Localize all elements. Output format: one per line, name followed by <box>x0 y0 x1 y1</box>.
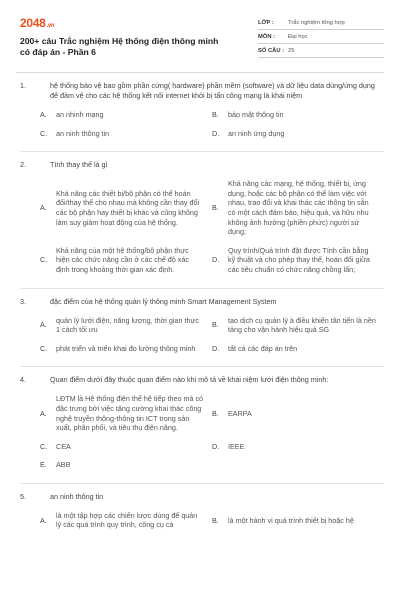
question-divider <box>20 366 384 367</box>
meta-row <box>258 16 384 30</box>
option-letter: D. <box>212 255 220 265</box>
option-text: CEA <box>56 441 71 451</box>
question-item <box>20 297 384 368</box>
option-text: Quy trình/Quá trình đặt được Tính cần bằng kỹ thuật và cho phép thay thế, hoán đổi giữa các tiêu chuẩn có chức năng chồng lấn; <box>228 245 370 274</box>
question-list <box>0 73 400 539</box>
option-letter: C. <box>40 343 48 353</box>
question-divider <box>20 151 384 152</box>
document-title: 200+ câu Trắc nghiệm Hệ thống điện thông minh có đáp án - Phần 6 <box>20 36 219 57</box>
question-item <box>20 375 384 484</box>
option-letter: A. <box>40 203 47 213</box>
meta-value: 25 <box>288 47 295 54</box>
question-head <box>20 81 384 101</box>
answer-option[interactable] <box>212 179 384 237</box>
meta-row <box>258 44 384 58</box>
answer-option[interactable] <box>40 110 212 120</box>
option-text: tất cả các đáp án trên <box>228 343 298 353</box>
question-number: 5. <box>20 491 26 501</box>
option-text: EARPA <box>228 408 252 418</box>
answer-option[interactable] <box>40 394 212 432</box>
question-number: 4. <box>20 375 26 385</box>
question-text: Tính thay thế là gì <box>50 160 108 170</box>
option-letter: B. <box>212 203 219 213</box>
question-head <box>20 297 384 307</box>
option-text: Khả năng các mạng, hệ thống, thiết bị, ứng dụng, hoặc các bộ phận có thể làm việc với nhau, trao đổi và khai thác các thông tin sẵn có một cách đảm bảo, hiệu quả, và hữu nhu không ảnh hưởng (phiền phức) người sử dụng; <box>228 179 369 237</box>
meta-key: MÔN : <box>258 33 276 40</box>
option-text: Khả năng các thiết bị/bộ phận có thể hoán đổi/thay thế cho nhau mà không cần thay đổi các bộ phận hay thiết bị khác và cũng không làm suy giảm hoạt động của hệ thống. <box>56 188 200 227</box>
option-list <box>20 110 384 147</box>
option-letter: E. <box>40 460 47 470</box>
question-text: đặc điểm của hệ thống quản lý thông minh Smart Management System <box>50 296 277 306</box>
answer-option[interactable] <box>212 394 384 432</box>
option-letter: D. <box>212 343 220 353</box>
question-item <box>20 492 384 539</box>
answer-option[interactable] <box>40 344 212 354</box>
option-letter: A. <box>40 515 47 525</box>
option-text: an nhinh mạng <box>56 110 104 119</box>
meta-table <box>258 16 384 62</box>
option-text: tạo dịch cụ quản lý à điều khiển tân tiến là nền tảng cho vận hành hiệu quả SG <box>228 315 376 335</box>
option-letter: C. <box>40 128 48 138</box>
question-head <box>20 375 384 385</box>
option-letter: B. <box>212 110 219 119</box>
question-head <box>20 160 384 170</box>
option-letter: C. <box>40 441 48 451</box>
answer-option[interactable] <box>40 179 212 237</box>
question-number: 3. <box>20 296 26 306</box>
logo-tld: .vn <box>46 23 55 29</box>
option-letter: B. <box>212 320 219 330</box>
question-number: 2. <box>20 160 26 170</box>
brand-block <box>20 16 230 62</box>
answer-option[interactable] <box>212 246 384 275</box>
answer-option[interactable] <box>212 344 384 354</box>
option-text: là một tập hợp các chiến lược dùng để quản lý các quá trình quy trình, công cụ cà <box>56 510 198 530</box>
option-letter: B. <box>212 408 219 418</box>
option-text: là một hành vi quá trình thiết bị hoặc hệ <box>228 515 354 525</box>
option-list <box>20 394 384 479</box>
option-list <box>20 511 384 539</box>
site-logo[interactable] <box>20 16 230 30</box>
answer-option[interactable] <box>40 246 212 275</box>
meta-key: LỚP : <box>258 19 274 26</box>
answer-option[interactable] <box>212 110 384 120</box>
question-head <box>20 492 384 502</box>
meta-value: Đại học <box>288 33 308 40</box>
question-text: hệ thống bảo vệ bao gồm phần cứng( hardware) phần mềm (software) và dữ liệu data dùng/ứng dụng để đảm vệ cho các hệ thống kết nối internet khỏi bị tấn công mạng là khái niệm <box>50 81 375 100</box>
option-letter: A. <box>40 110 47 119</box>
option-text: an ninh thông tin <box>56 128 110 138</box>
document-header <box>0 0 400 68</box>
question-item <box>20 160 384 288</box>
option-letter: A. <box>40 408 47 418</box>
option-letter: A. <box>40 320 47 330</box>
option-letter: C. <box>40 255 48 265</box>
question-number: 1. <box>20 81 26 90</box>
option-list <box>20 179 384 283</box>
option-text: ABB <box>56 460 71 470</box>
answer-option[interactable] <box>40 316 212 335</box>
answer-option[interactable] <box>40 460 384 470</box>
question-item <box>20 81 384 152</box>
question-divider <box>20 483 384 484</box>
question-text: Quan điểm dưới đây thuộc quan điểm nào khi mô tả về khái niệm lưới điện thông minh: <box>50 375 329 385</box>
answer-option[interactable] <box>212 316 384 335</box>
answer-option[interactable] <box>212 442 384 452</box>
meta-row <box>258 30 384 44</box>
answer-option[interactable] <box>40 129 212 139</box>
option-text: quản lý lưới điện, năng lượng, thời gian thực 1 cách tối ưu <box>56 315 199 335</box>
meta-value: Trắc nghiệm tổng hợp <box>288 19 345 26</box>
logo-main: 2048 <box>20 16 46 30</box>
option-text: IEEE <box>228 441 245 451</box>
answer-option[interactable] <box>40 442 212 452</box>
option-letter: D. <box>212 441 220 451</box>
option-letter: D. <box>212 128 220 138</box>
answer-option[interactable] <box>212 511 384 530</box>
answer-option[interactable] <box>40 511 212 530</box>
question-text: an ninh thông tin <box>50 491 104 501</box>
option-text: Khả năng của một hệ thống/bộ phận thực hiện các chức năng cần ở các chế độ xác định trong khoảng thời gian xác định. <box>56 245 189 274</box>
answer-option[interactable] <box>212 129 384 139</box>
option-list <box>20 316 384 363</box>
question-divider <box>20 288 384 289</box>
option-letter: B. <box>212 515 219 525</box>
meta-key: SỐ CÂU : <box>258 47 285 54</box>
option-text: phát triển và triển khai đo lường thông minh <box>56 343 196 353</box>
option-text: bảo mật thông tin <box>228 110 284 119</box>
option-text: an ninh ứng dụng <box>228 128 285 138</box>
option-text: LĐTM là Hệ thống điện thế hệ tiếp theo mà có đặc trưng bởi việc tăng cường khai thác công nghệ truyền thông-thông tin ICT trong sản xuất, phân phối, và tiêu thụ điện năng. <box>56 394 204 433</box>
